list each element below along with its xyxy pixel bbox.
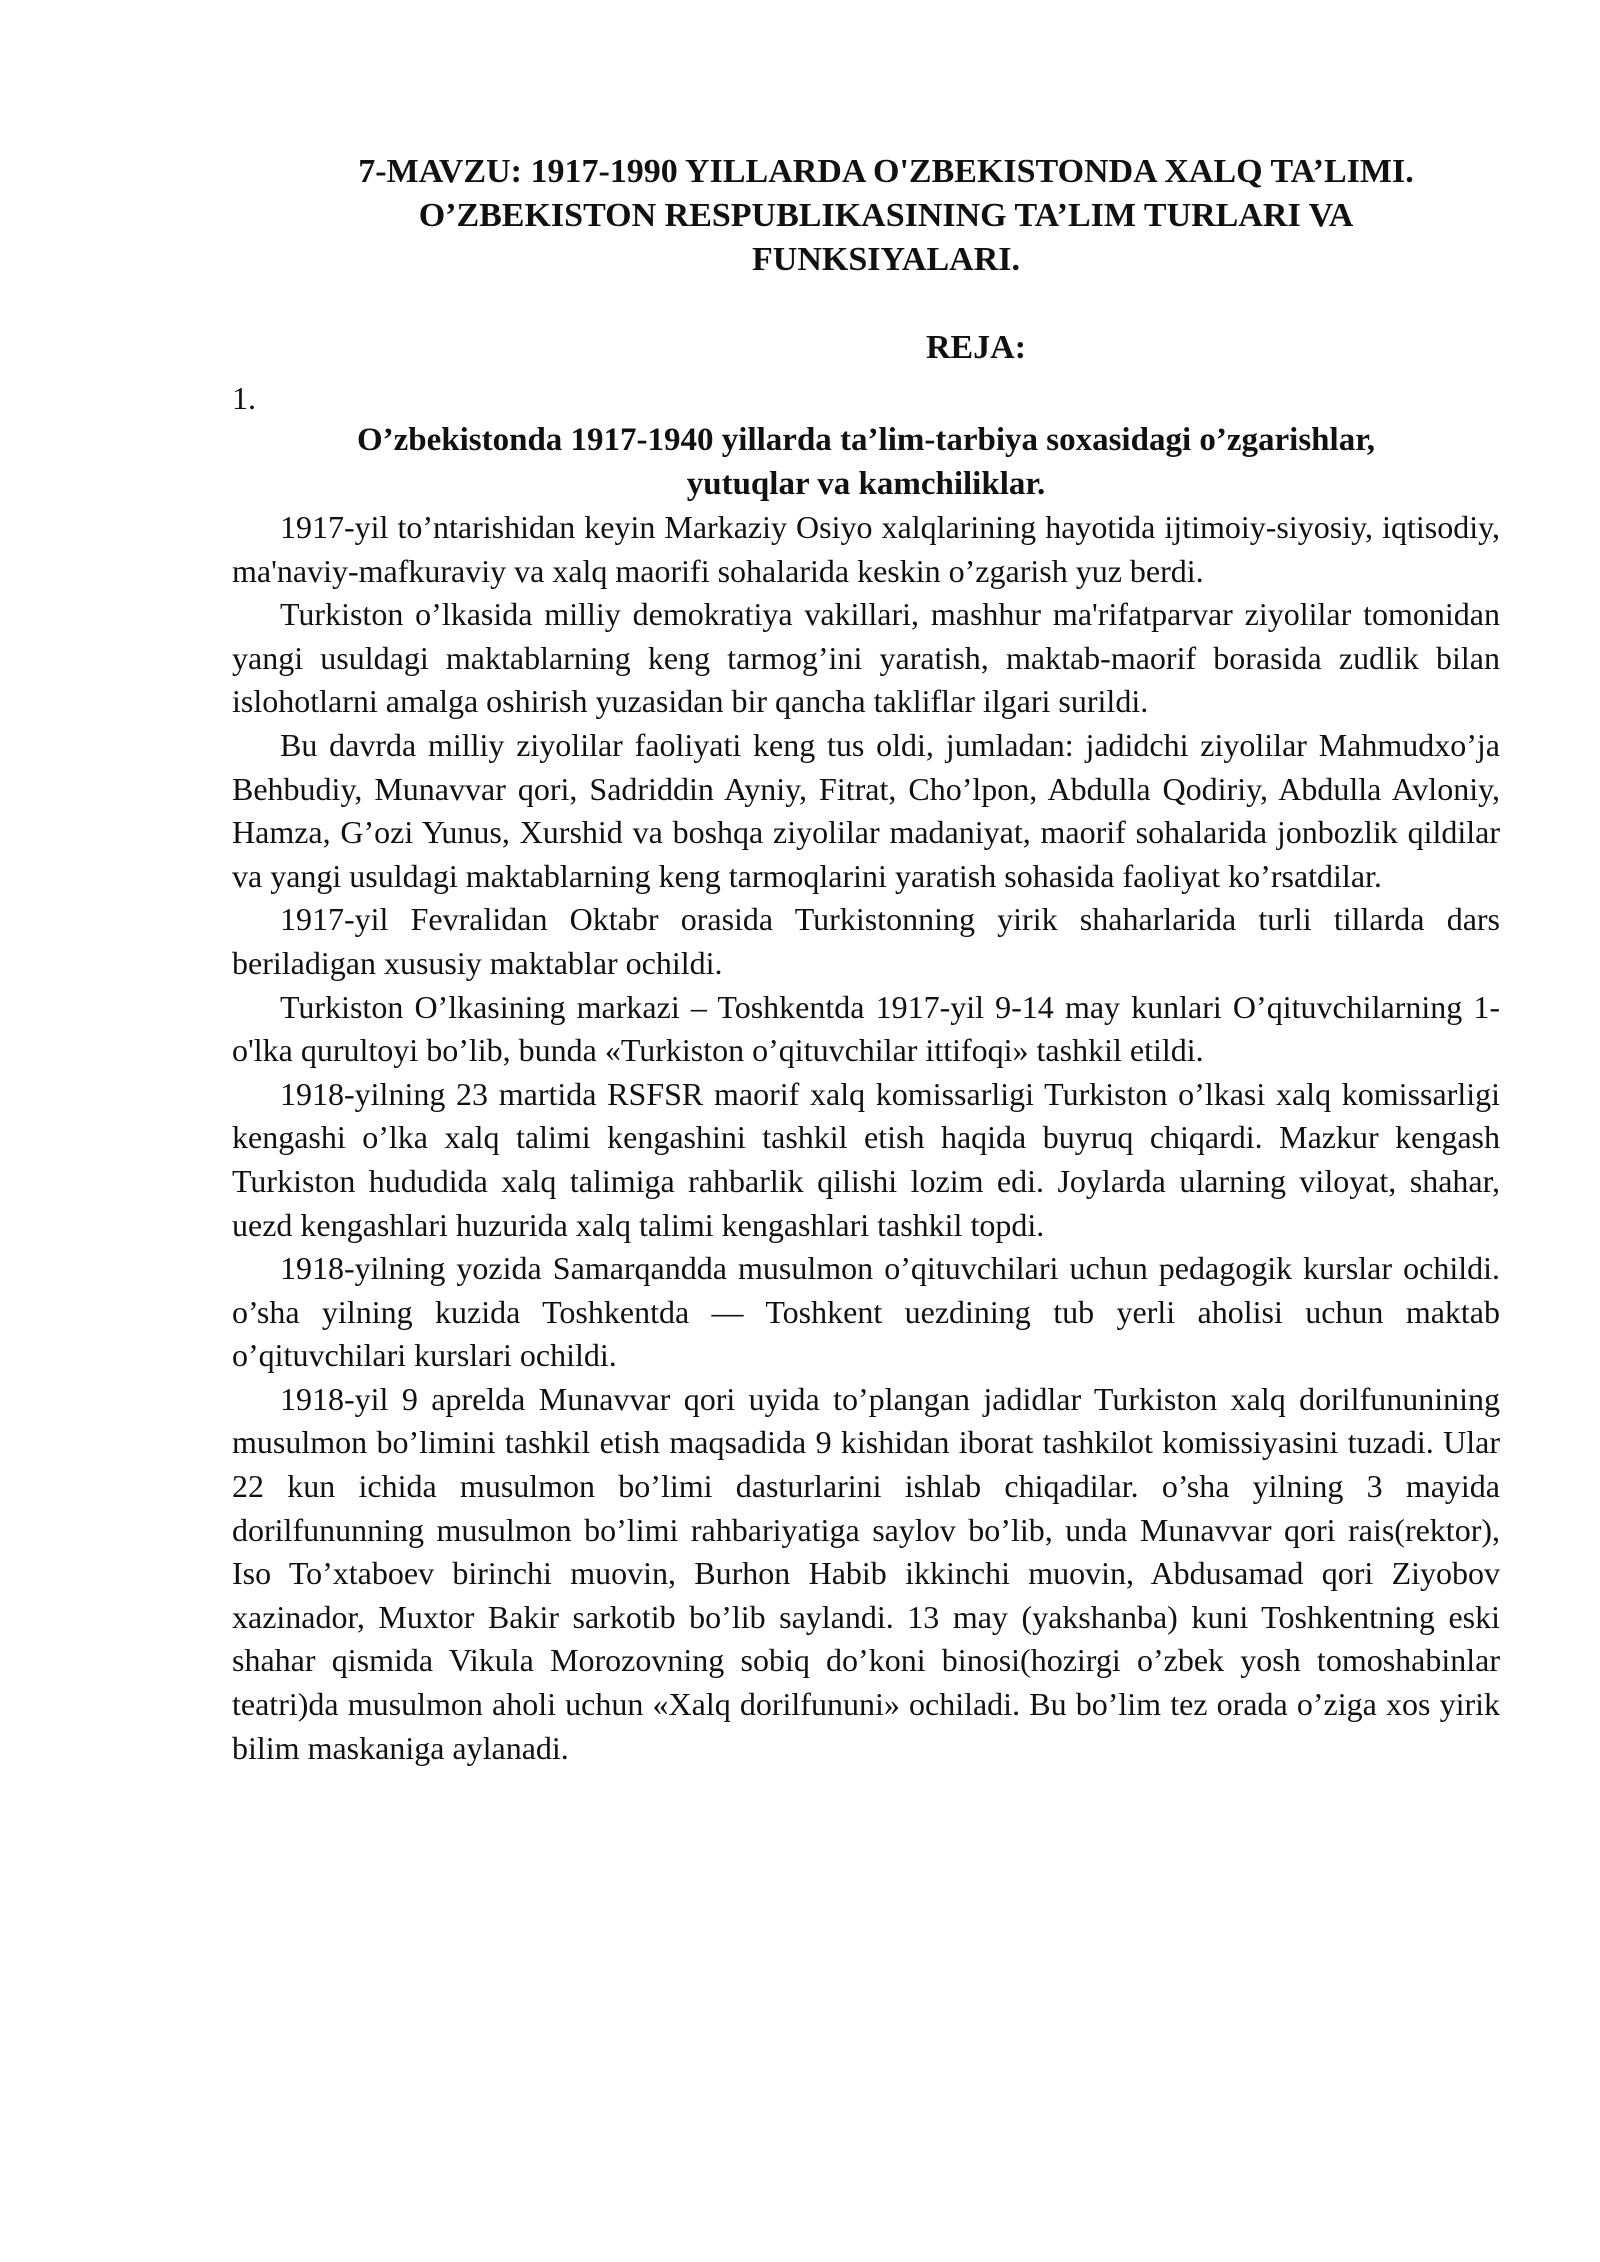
title-line-3: FUNKSIYALARI.	[752, 241, 1020, 278]
plan-item-number: 1.	[232, 380, 256, 416]
subheading-line-1: O’zbekistonda 1917-1940 yillarda ta’lim-tarbiya soxasidagi o’zgarishlar,	[356, 422, 1376, 458]
document-title	[232, 150, 1500, 282]
plan-heading: REJA:	[925, 329, 1027, 366]
document-page	[232, 150, 1500, 1770]
body-paragraph: Bu davrda milliy ziyolilar faoliyati keng tus oldi, jumladan: jadidchi ziyolilar Mahmudxo’ja Behbudiy, Munavvar qori, Sadriddin Ayniy, Fitrat, Cho’lpon, Abdulla Qodiriy, Abdulla Avloniy, Hamza, G’ozi Yunus, Xurshid va boshqa ziyolilar madaniyat, maorif sohalarida jonbozlik qildilar va yangi usuldagi maktablarning keng tarmoqlarini yaratish sohasida faoliyat ko’rsatdilar.	[232, 726, 1500, 894]
title-line-1: 7-MAVZU: 1917-1990 YILLARDA O'ZBEKISTONDA XALQ TA’LIMI.	[358, 153, 1414, 190]
body-paragraph: Turkiston O’lkasining markazi – Toshkentda 1917-yil 9-14 may kunlari O’qituvchilarning 1-o'lka qurultoyi bo’lib, bunda «Turkiston o’qituvchilar ittifoqi» tashkil etildi.	[232, 988, 1500, 1069]
body-paragraph: 1918-yilning yozida Samarqandda musulmon o’qituvchilari uchun pedagogik kurslar ochildi. o’sha yilning kuzida Toshkentda — Toshkent uezdining tub yerli aholisi uchun maktab o’qituvchilari kurslari ochildi.	[232, 1250, 1500, 1374]
body-paragraph: 1918-yilning 23 martida RSFSR maorif xalq komissarligi Turkiston o’lkasi xalq komissarligi kengashi o’lka xalq talimi kengashini tashkil etish haqida buyruq chiqardi. Mazkur kengash Turkiston hududida xalq talimiga rahbarlik qilishi lozim edi. Joylarda ularning viloyat, shahar, uezd kengashlari huzurida xalq talimi kengashlari tashkil topdi.	[232, 1075, 1500, 1243]
title-line-2: O’ZBEKISTON RESPUBLIKASINING TA’LIM TURLARI VA	[418, 197, 1354, 234]
subheading-line-2: yutuqlar va kamchiliklar.	[686, 466, 1046, 502]
section-subheading	[232, 418, 1500, 506]
body-paragraph: Turkiston o’lkasida milliy demokratiya vakillari, mashhur ma'rifatparvar ziyolilar tomonidan yangi usuldagi maktablarning keng tarmog’ini yaratish, maktab-maorif borasida zudlik bilan islohotlarni amalga oshirish yuzasidan bir qancha takliflar ilgari surildi.	[232, 596, 1500, 720]
body-paragraph: 1917-yil Fevralidan Oktabr orasida Turkistonning yirik shaharlarida turli tillarda dars beriladigan xususiy maktablar ochildi.	[232, 901, 1500, 981]
body-paragraph: 1918-yil 9 aprelda Munavvar qori uyida to’plangan jadidlar Turkiston xalq dorilfununining musulmon bo’limini tashkil etish maqsadida 9 kishidan iborat tashkilot komissiyasini tuzadi. Ular 22 kun ichida musulmon bo’limi dasturlarini ishlab chiqadilar. o’sha yilning 3 mayida dorilfununning musulmon bo’limi rahbariyatiga saylov bo’lib, unda Munavvar qori rais(rektor), Iso To’xtaboev birinchi muovin, Burhon Habib ikkinchi muovin, Abdusamad qori Ziyobov xazinador, Muxtor Bakir sarkotib bo’lib saylandi. 13 may (yakshanba) kuni Toshkentning eski shahar qismida Vikula Morozovning sobiq do’koni binosi(hozirgi o’zbek yosh tomoshabinlar teatri)da musulmon aholi uchun «Xalq dorilfununi» ochiladi. Bu bo’lim tez orada o’ziga xos yirik bilim maskaniga aylanadi.	[232, 1380, 1500, 1766]
body-paragraph: 1917-yil to’ntarishidan keyin Markaziy Osiyo xalqlarining hayotida ijtimoiy-siyosiy, iqtisodiy, ma'naviy-mafkuraviy va xalq maorifi sohalarida keskin o’zgarish yuz berdi.	[232, 509, 1500, 589]
